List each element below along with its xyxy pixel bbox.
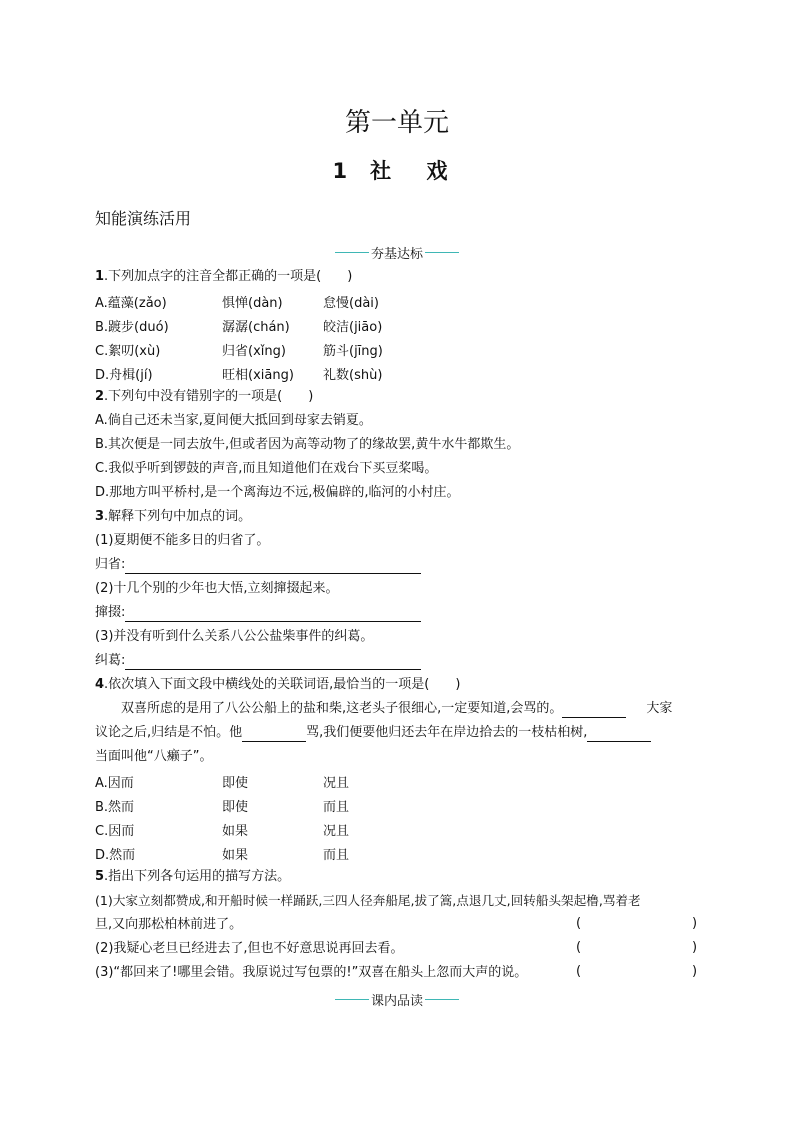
q3-answer-row-2: 撺掇: <box>95 604 698 622</box>
q4-option-a3: 况且 <box>323 776 350 791</box>
q3-sentence-2: (2)十几个别的少年也大悟,立刻撺掇起来。 <box>95 581 339 596</box>
answer-paren-left: ( <box>576 916 582 931</box>
q1-option-c1: C.絮叨(xù) <box>95 344 161 359</box>
q1-option-b3: 皎洁(jiāo) <box>323 320 383 335</box>
q4-option-a2: 即使 <box>222 776 249 791</box>
answer-paren-left: ( <box>576 964 582 979</box>
fill-blank[interactable] <box>242 727 306 742</box>
q4-option-b2: 即使 <box>222 800 249 815</box>
q4-option-a1: A.因而 <box>95 776 134 791</box>
question-number: 4 <box>95 677 105 692</box>
q4-option-c1: C.因而 <box>95 824 135 839</box>
q1-option-d1: D.舟楫(jí) <box>95 368 153 383</box>
q1-option-b1: B.踱步(duó) <box>95 320 169 335</box>
divider-reading <box>0 990 794 1009</box>
divider-line <box>425 252 459 253</box>
q5-sentence-1a: (1)大家立刻都赞成,和开船时候一样踊跃,三四人径奔船尾,拔了篙,点退几丈,回转船头架起橹,骂着老 <box>95 893 641 908</box>
lesson-title <box>0 155 794 185</box>
q1-option-c3: 筋斗(jīng) <box>323 344 383 359</box>
question-number: 3 <box>95 509 105 524</box>
answer-paren-right: ) <box>692 940 698 955</box>
q4-passage-line-1: 双喜所虑的是用了八公公船上的盐和柴,这老头子很细心,一定要知道,会骂的。 大家 <box>121 701 673 716</box>
q5-sentence-3: (3)“都回来了!哪里会错。我原说过写包票的!”双喜在船头上忽而大声的说。 <box>95 965 528 980</box>
answer-paren-right: ) <box>692 964 698 979</box>
q4-option-d1: D.然而 <box>95 848 136 863</box>
q1-option-a1: A.蕴藻(zǎo) <box>95 296 167 311</box>
q3-answer-row-3: 纠葛: <box>95 652 698 670</box>
answer-paren-left: ( <box>576 940 582 955</box>
q2-option-c: C.我似乎听到锣鼓的声音,而且知道他们在戏台下买豆桨喝。 <box>95 461 438 476</box>
q1-option-d2: 旺相(xiāng) <box>222 368 294 383</box>
question-3-stem: 3.解释下列句中加点的词。 <box>95 509 252 524</box>
divider-line <box>335 252 369 253</box>
divider-line <box>335 999 369 1000</box>
answer-blank[interactable] <box>125 559 421 574</box>
question-number: 1 <box>95 269 105 284</box>
q4-option-d2: 如果 <box>222 848 249 863</box>
q4-option-b1: B.然而 <box>95 800 135 815</box>
divider-line <box>425 999 459 1000</box>
q1-option-b2: 潺潺(chán) <box>222 320 290 335</box>
section-title: 知能演练活用 <box>95 209 192 228</box>
question-2-stem: 2.下列句中没有错别字的一项是( ) <box>95 389 314 404</box>
question-1-stem: 1.下列加点字的注音全都正确的一项是( ) <box>95 269 353 284</box>
q4-option-b3: 而且 <box>323 800 350 815</box>
q1-option-d3: 礼数(shù) <box>323 368 383 383</box>
q1-option-c2: 归省(xǐng) <box>222 344 286 359</box>
q4-option-c2: 如果 <box>222 824 249 839</box>
q3-sentence-3: (3)并没有听到什么关系八公公盐柴事件的纠葛。 <box>95 629 374 644</box>
q4-option-d3: 而且 <box>323 848 350 863</box>
q2-option-a: A.倘自己还未当家,夏间便大抵回到母家去销夏。 <box>95 413 372 428</box>
q4-passage-line-2: 议论之后,归结是不怕。他 骂,我们便要他归还去年在岸边拾去的一枝枯桕树, <box>95 724 698 742</box>
answer-paren-right: ) <box>692 916 698 931</box>
q5-sentence-2: (2)我疑心老旦已经进去了,但也不好意思说再回去看。 <box>95 941 404 956</box>
q5-sentence-1b: 旦,又向那松柏林前进了。 <box>95 917 243 932</box>
question-5-stem: 5.指出下列各句运用的描写方法。 <box>95 869 291 884</box>
q1-option-a2: 惧惮(dàn) <box>222 296 283 311</box>
q4-option-c3: 况且 <box>323 824 350 839</box>
divider-label: 夯基达标 <box>370 247 423 262</box>
question-number: 2 <box>95 389 105 404</box>
lesson-name: 社 戏 <box>370 159 462 183</box>
q2-option-d: D.那地方叫平桥村,是一个离海边不远,极偏辟的,临河的小村庄。 <box>95 485 460 500</box>
q1-option-a3: 怠慢(dài) <box>323 296 379 311</box>
lesson-number: 1 <box>332 159 349 183</box>
answer-blank[interactable] <box>125 607 421 622</box>
q2-option-b: B.其次便是一同去放牛,但或者因为高等动物了的缘故罢,黄牛水牛都欺生。 <box>95 437 520 452</box>
q3-sentence-1: (1)夏期便不能多日的归省了。 <box>95 533 270 548</box>
q3-answer-row-1: 归省: <box>95 556 698 574</box>
divider-basic <box>0 243 794 262</box>
fill-blank[interactable] <box>562 703 626 718</box>
question-number: 5 <box>95 869 105 884</box>
fill-blank[interactable] <box>587 727 651 742</box>
divider-label: 课内品读 <box>370 994 423 1009</box>
unit-title: 第一单元 <box>344 108 449 138</box>
q4-passage-line-3: 当面叫他“八癞子”。 <box>95 749 213 764</box>
answer-blank[interactable] <box>125 655 421 670</box>
question-4-stem: 4.依次填入下面文段中横线处的关联词语,最恰当的一项是( ) <box>95 677 461 692</box>
